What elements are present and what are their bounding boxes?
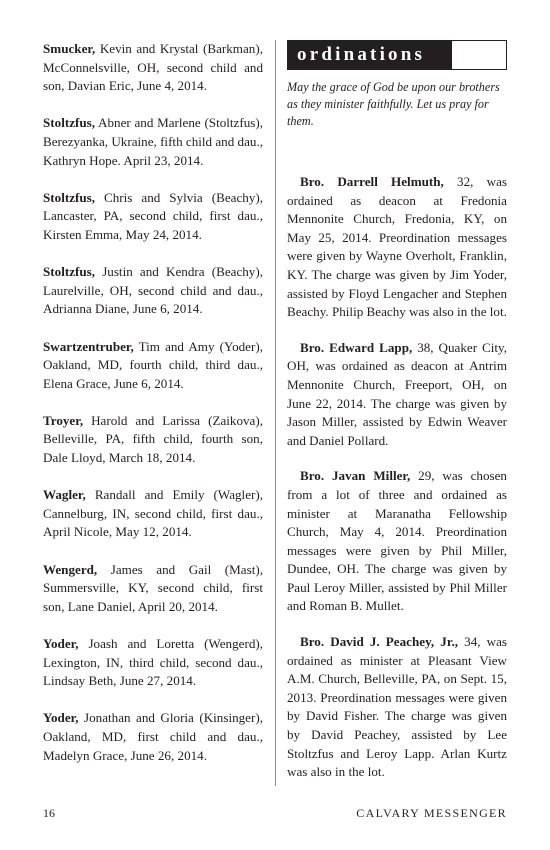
ordination-text: 32, was ordained as deacon at Fredonia Mennonite Church, Fredonia, KY, on May 25, 2014. Preordination messages were given by Wayne Overholt, Franklin, KY. The charge was given by Jim Yoder, assisted by Floyd Lengacher and Stephen Beachy. Philip Beachy was also in the lot. [287, 174, 507, 320]
column-divider [275, 40, 276, 786]
birth-surname: Stoltzfus, [43, 264, 96, 280]
birth-text: Abner and Marlene (Stoltzfus), Berezyanka, Ukraine, fifth child and dau., Kathryn Hope. April 23, 2014. [43, 115, 263, 168]
births-column [43, 40, 263, 784]
ordination-name: Bro. Javan Miller, [300, 468, 411, 484]
ordination-name: Bro. Darrell Helmuth, [300, 174, 444, 189]
birth-text: Tim and Amy (Yoder), Oakland, MD, fourth child, third dau., Elena Grace, June 6, 2014. [43, 338, 263, 391]
section-header [287, 40, 507, 70]
birth-text: Kevin and Krystal (Barkman), McConnelsville, OH, second child and son, Davian Eric, June 4, 2014. [43, 41, 263, 94]
birth-entry [43, 486, 263, 542]
birth-text: Joash and Loretta (Wengerd), Lexington, IN, third child, second dau., Lindsay Beth, June 27, 2014. [43, 636, 263, 689]
birth-surname: Yoder, [43, 636, 79, 651]
birth-entry [43, 338, 263, 394]
ordinations-column [287, 40, 507, 799]
ordination-name: Bro. David J. Peachey, Jr., [300, 634, 459, 650]
ordination-name: Bro. Edward Lapp, [300, 339, 413, 355]
birth-text: Chris and Sylvia (Beachy), Lancaster, PA, second child, first dau., Kirsten Emma, May 24, 2014. [43, 189, 263, 242]
ordination-entry [287, 173, 507, 322]
ordination-text: 38, Quaker City, OH, was ordained as deacon at Antrim Mennonite Church, Freeport, OH, on June 22, 2014. The charge was given by Jason Miller, assisted by Edwin Weaver and Daniel Pollard. [287, 339, 507, 448]
birth-text: Harold and Larissa (Zaikova), Belleville, PA, fifth child, fourth son, Dale Lloyd, March 18, 2014. [43, 412, 263, 466]
publication-name: CALVARY MESSENGER [356, 806, 507, 820]
page-number: 16 [43, 806, 55, 820]
birth-surname: Wagler, [43, 487, 86, 503]
birth-entry [43, 114, 263, 170]
ordination-entry [287, 339, 507, 451]
birth-entry [43, 189, 263, 245]
ordination-text: 34, was ordained as minister at Pleasant View A.M. Church, Belleville, PA, on Sept. 15, 2013. Preordination messages were given by David Fisher. The charge was given by David Peachey, assisted by Lee Stoltzfus and Leroy Lapp. Arlan Kurtz was also in the lot. [287, 634, 508, 780]
ordination-entry [287, 467, 507, 616]
birth-entry [43, 635, 263, 691]
birth-text: Randall and Emily (Wagler), Cannelburg, IN, second child, first dau., April Nicole, May 12, 2014. [43, 487, 263, 540]
birth-entry [43, 709, 263, 765]
birth-surname: Wengerd, [43, 561, 98, 577]
birth-entry [43, 412, 263, 468]
birth-surname: Yoder, [43, 710, 79, 726]
ordination-text: 29, was chosen from a lot of three and ordained as minister at Maranatha Fellowship Church, May 4, 2014. Preordination messages were given by Phil Miller, Dundee, OH. The charge was given by Paul Leroy Miller, assisted by Phil Miller and Roman B. Mullet. [287, 468, 507, 614]
section-blessing: May the grace of God be upon our brothers as they minister faithfully. Let us pray for them. [287, 80, 500, 128]
ordination-entry [287, 633, 507, 782]
birth-surname: Swartzentruber, [43, 338, 134, 354]
birth-entry [43, 40, 263, 96]
section-title: ordinations [288, 41, 452, 69]
birth-text: Justin and Kendra (Beachy), Laurelville, OH, second child and dau., Adrianna Diane, June 6, 2014. [43, 264, 263, 317]
birth-entry [43, 561, 263, 617]
birth-text: James and Gail (Mast), Summersville, KY, second child, first son, Lane Daniel, April 20, 2014. [43, 561, 263, 614]
birth-surname: Stoltzfus, [43, 115, 96, 131]
birth-surname: Stoltzfus, [43, 189, 96, 205]
birth-surname: Troyer, [43, 412, 84, 428]
birth-surname: Smucker, [43, 41, 96, 56]
birth-entry [43, 263, 263, 319]
birth-text: Jonathan and Gloria (Kinsinger), Oakland, MD, first child and dau., Madelyn Grace, June 26, 2014. [43, 710, 263, 763]
